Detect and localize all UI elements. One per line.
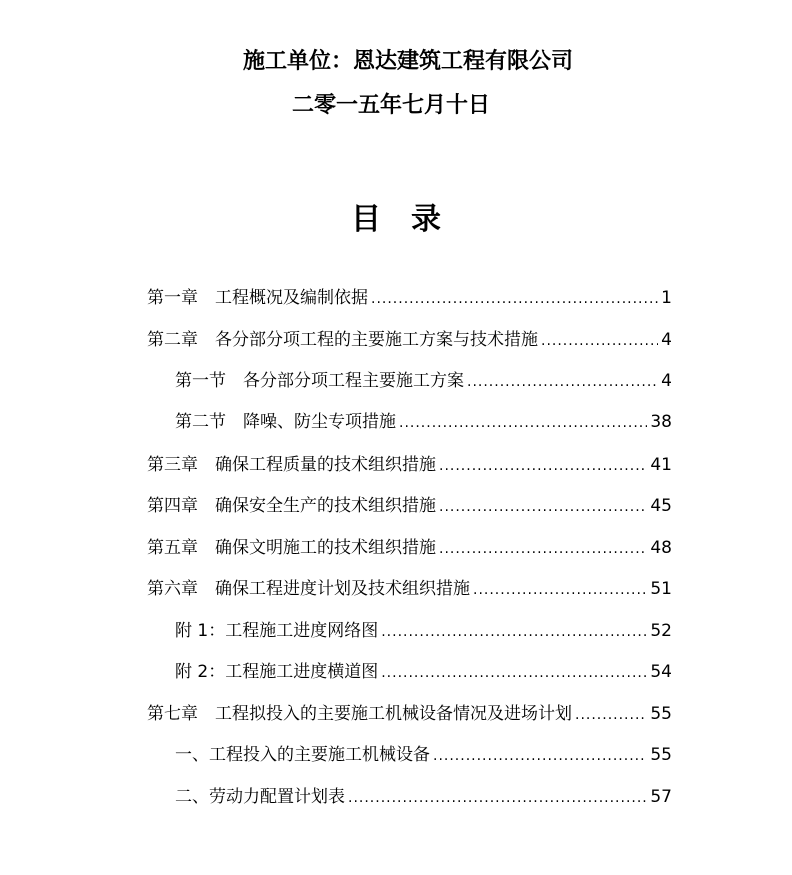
toc-entry-chapter-5[interactable] [147,533,672,559]
toc-entry-item-1[interactable] [175,740,672,766]
toc-entry-label: 二、劳动力配置计划表 [175,787,345,807]
toc-entry-section-2[interactable] [175,407,672,433]
toc-dot-leader [467,374,658,390]
toc-entry-page: 52 [650,621,672,641]
toc-entry-page: 1 [661,288,672,308]
toc-entry-page: 41 [650,455,672,475]
toc-dot-leader [439,499,647,515]
toc-entry-page: 55 [650,704,672,724]
toc-entry-page: 48 [650,538,672,558]
toc-entry-item-2[interactable] [175,782,672,808]
toc-dot-leader [371,291,658,307]
toc-entry-label: 附 1：工程施工进度网络图 [175,621,379,641]
construction-unit-line: 施工单位：恩达建筑工程有限公司 [242,49,573,74]
toc-entry-label: 第一章 工程概况及编制依据 [147,288,368,308]
document-date: 二零一五年七月十日 [292,93,491,118]
toc-title: 目录 [351,202,471,237]
toc-entry-page: 4 [661,371,672,391]
toc-entry-chapter-6[interactable] [147,574,672,600]
toc-dot-leader [473,582,647,598]
toc-entry-chapter-4[interactable] [147,491,672,517]
toc-dot-leader [541,333,658,349]
toc-entry-label: 附 2：工程施工进度横道图 [175,662,379,682]
toc-entry-label: 第六章 确保工程进度计划及技术组织措施 [147,579,470,599]
toc-dot-leader [575,707,647,723]
toc-entry-label: 第五章 确保文明施工的技术组织措施 [147,538,436,558]
toc-dot-leader [439,541,647,557]
toc-entry-appendix-1[interactable] [175,616,672,642]
toc-entry-chapter-7[interactable] [147,699,672,725]
toc-dot-leader [381,665,647,681]
toc-entry-label: 第四章 确保安全生产的技术组织措施 [147,496,436,516]
toc-entry-page: 45 [650,496,672,516]
toc-entry-chapter-2[interactable] [147,325,672,351]
toc-entry-chapter-3[interactable] [147,450,672,476]
toc-dot-leader [348,790,647,806]
toc-entry-page: 57 [650,787,672,807]
toc-dot-leader [439,458,647,474]
toc-dot-leader [381,624,647,640]
toc-dot-leader [399,415,647,431]
toc-entry-page: 4 [661,330,672,350]
toc-entry-page: 55 [650,745,672,765]
toc-entry-page: 54 [650,662,672,682]
toc-entry-label: 一、工程投入的主要施工机械设备 [175,745,430,765]
toc-entry-label: 第一节 各分部分项工程主要施工方案 [175,371,464,391]
toc-entry-page: 51 [650,579,672,599]
toc-entry-label: 第七章 工程拟投入的主要施工机械设备情况及进场计划 [147,704,572,724]
toc-entry-label: 第三章 确保工程质量的技术组织措施 [147,455,436,475]
toc-entry-chapter-1[interactable] [147,283,672,309]
toc-entry-label: 第二节 降噪、防尘专项措施 [175,412,396,432]
toc-entry-section-1[interactable] [175,366,672,392]
toc-entry-label: 第二章 各分部分项工程的主要施工方案与技术措施 [147,330,538,350]
toc-entry-appendix-2[interactable] [175,657,672,683]
toc-dot-leader [433,748,647,764]
toc-entry-page: 38 [650,412,672,432]
